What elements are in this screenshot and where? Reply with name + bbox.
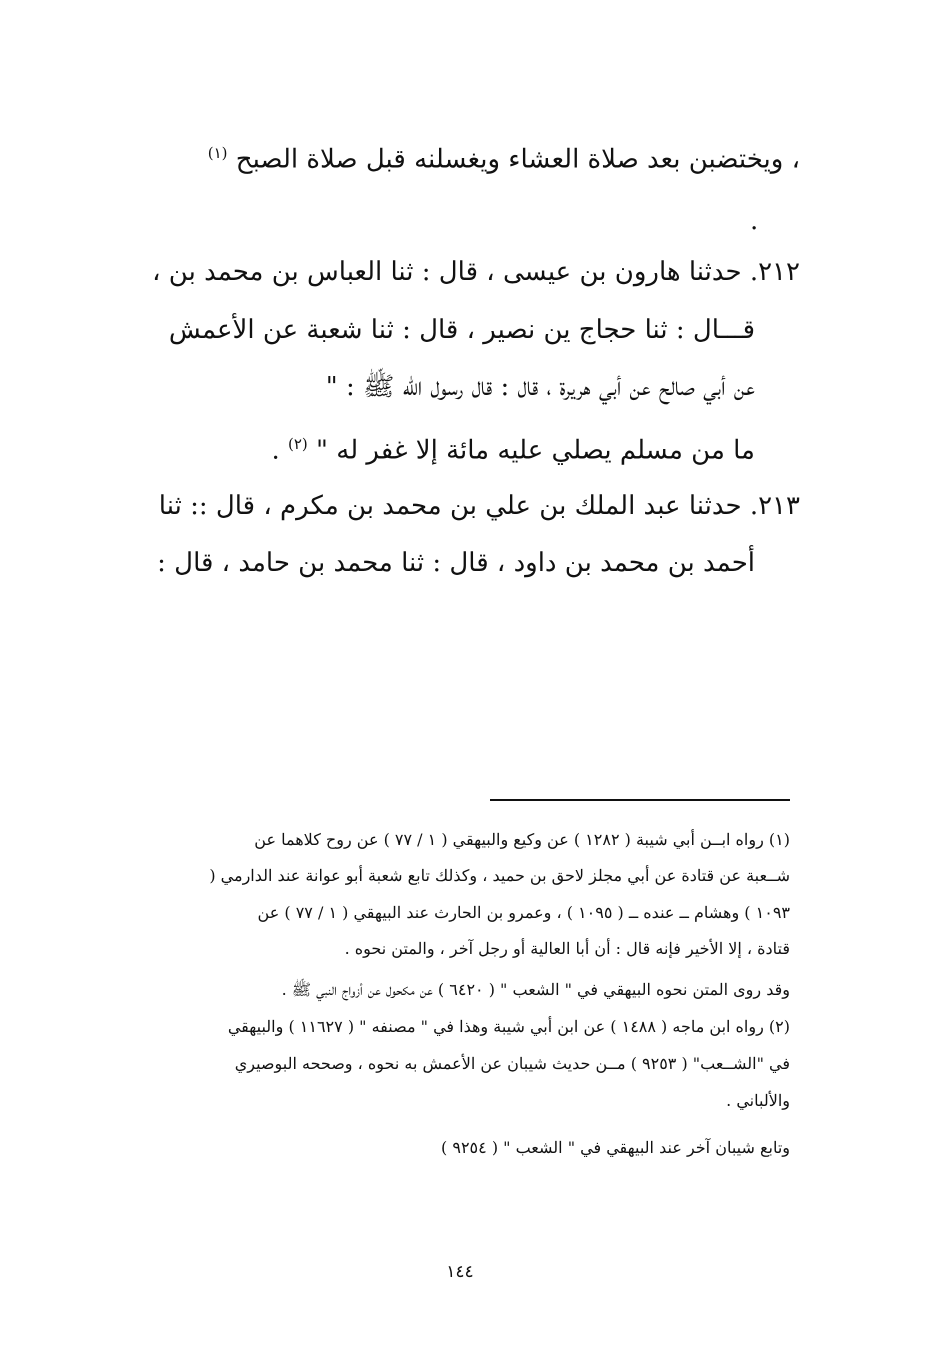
footnote-line-1: (١) رواه ابــن أبي شيبة ( ١٢٨٢ ) عن وكيع والبيهقي ( ١ / ٧٧ ) عن روح كلاهما عن <box>254 830 790 849</box>
footnote-line-4: قتادة ، إلا الأخير فإنه قال : أن أبا العالية أو رجل آخر ، والمتن نحوه . <box>344 939 790 958</box>
footnote-line-3: ١٠٩٣ ) وهشام ــ عنده ــ ( ١٠٩٥ ) ، وعمرو بن الحارث عند البيهقي ( ١ / ٧٧ ) عن <box>257 903 790 922</box>
page-number: ١٤٤ <box>446 1262 474 1282</box>
text-line-3: قـــال : ثنا حجاج ين نصير ، قال : ثنا شعبة عن الأعمش <box>168 315 755 345</box>
line-text: ما من مسلم يصلي عليه مائة إلا غفر له " <box>316 435 755 466</box>
text-line-7: أحمد بن محمد بن داود ، قال : ثنا محمد بن حامد ، قال : <box>157 548 755 578</box>
footnote-line-5: وقد روى المتن نحوه البيهقي في " الشعب " ( ٦٤٢٠ ) عن مكحول عن أزواج النبي ﷺ . <box>281 980 790 999</box>
footnote-marker-2: (٢) <box>288 435 308 453</box>
text-line-4: عن أبي صالح عن أبي هريرة ، قال : قال رسول الله ﷺ : " <box>325 372 755 402</box>
stray-dot: . <box>750 206 759 236</box>
text-line-5 <box>271 424 755 471</box>
line-text: ، ويختضبن بعد صلاة العشاء ويغسلنه قبل صلاة الصبح <box>235 144 800 175</box>
footnote-line-9: وتابع شيبان آخر عند البيهقي في " الشعب " ( ٩٢٥٤ ) <box>441 1138 790 1157</box>
text-line-1 <box>208 133 800 180</box>
text-line-2: ٢١٢. حدثنا هارون بن عيسى ، قال : ثنا العباس بن محمد بن ، <box>152 257 800 287</box>
text-line-6: ٢١٣. حدثنا عبد الملك بن علي بن محمد بن مكرم ، قال :: ثنا <box>158 491 800 521</box>
footnote-line-2: شــعبة عن قتادة عن أبي مجلز لاحق بن حميد ، وكذلك تابع شعبة أبو عوانة عند الدارمي ( <box>209 866 790 885</box>
footnote-line-6: (٢) رواه ابن ماجه ( ١٤٨٨ ) عن ابن أبي شيبة وهذا في " مصنفه " ( ١١٦٢٧ ) والبيهقي <box>227 1017 790 1036</box>
footnote-marker-1: (١) <box>207 144 228 162</box>
footnote-line-7: في "الشــعب" ( ٩٢٥٣ ) مــن حديث شيبان عن الأعمش به نحوه ، وصححه البوصيري <box>234 1054 790 1073</box>
footnote-separator <box>490 799 790 801</box>
line-end: . <box>271 435 280 466</box>
footnote-line-8: والألباني . <box>726 1091 790 1110</box>
